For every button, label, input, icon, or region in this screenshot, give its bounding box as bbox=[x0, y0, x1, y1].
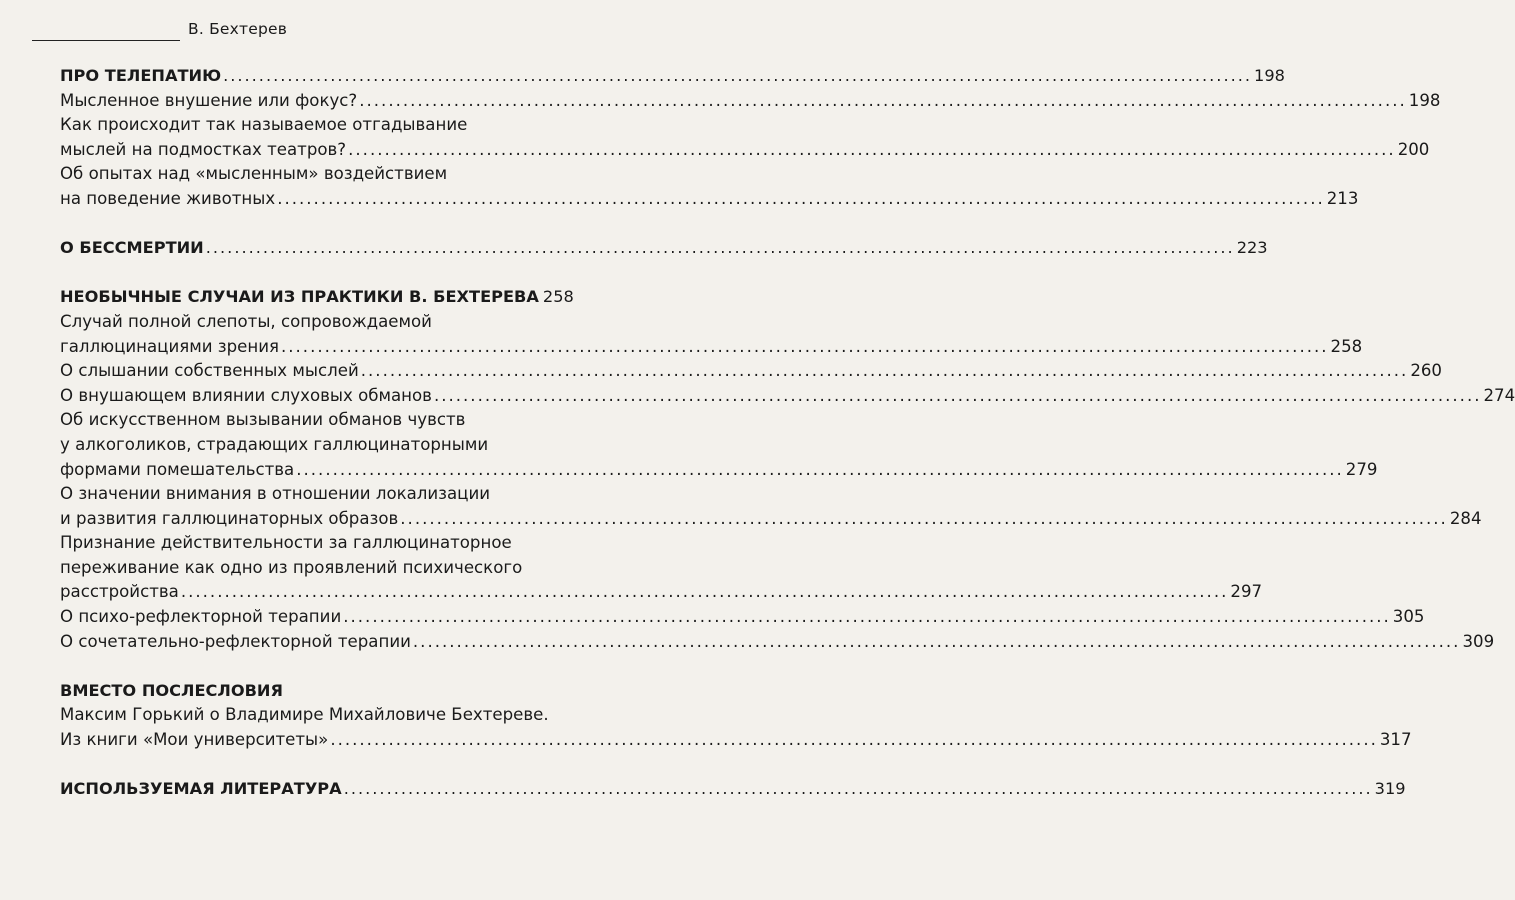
entry-title-text: у алкоголиков, страдающих галлюцинаторными bbox=[60, 434, 489, 454]
entry-title-text: на поведение животных bbox=[60, 188, 276, 208]
dot-leader bbox=[359, 89, 1407, 114]
dot-leader bbox=[344, 777, 1373, 802]
toc-entry[interactable] bbox=[60, 482, 1482, 531]
toc-entry[interactable] bbox=[60, 384, 1515, 409]
dot-leader bbox=[361, 359, 1409, 384]
page-number: 309 bbox=[1462, 631, 1495, 651]
entry-title-text: Из книги «Мои университеты» bbox=[60, 730, 329, 750]
section-spacer bbox=[60, 753, 540, 778]
toc-entry-line bbox=[60, 507, 1482, 532]
entry-title-text: мыслей на подмостках театров? bbox=[60, 139, 347, 159]
toc-entry[interactable] bbox=[60, 605, 1425, 630]
toc-entry-line bbox=[60, 482, 540, 507]
toc-section-heading[interactable] bbox=[60, 236, 1268, 261]
entry-title-text: О значении внимания в отношении локализации bbox=[60, 484, 491, 504]
toc-section-heading[interactable] bbox=[60, 64, 1285, 89]
entry-title-text: О слышании собственных мыслей bbox=[60, 361, 359, 381]
section-title: ВМЕСТО ПОСЛЕСЛОВИЯ bbox=[60, 680, 283, 700]
section-title: ИСПОЛЬЗУЕМАЯ ЛИТЕРАТУРА bbox=[60, 779, 342, 799]
page-number: 279 bbox=[1345, 459, 1378, 479]
toc-entry[interactable] bbox=[60, 310, 1363, 359]
running-header-author: В. Бехтерев bbox=[188, 20, 288, 38]
section-spacer bbox=[60, 654, 540, 679]
toc-entry-line bbox=[60, 580, 1263, 605]
dot-leader bbox=[348, 138, 1396, 163]
toc-entry-line bbox=[60, 728, 1412, 753]
page-number: 317 bbox=[1379, 730, 1412, 750]
page-number: 200 bbox=[1397, 139, 1430, 159]
page-number: 198 bbox=[1254, 66, 1285, 85]
page-number: 260 bbox=[1410, 361, 1442, 381]
toc-section-heading[interactable] bbox=[60, 679, 540, 704]
toc-entry-line bbox=[60, 113, 540, 138]
dot-leader bbox=[181, 580, 1229, 605]
toc-entry[interactable] bbox=[60, 531, 1263, 605]
table-of-contents bbox=[60, 64, 1515, 802]
entry-title-text: Как происходит так называемое отгадывание bbox=[60, 115, 468, 135]
toc-entry-line bbox=[60, 187, 1359, 212]
toc-entry-line bbox=[60, 605, 1425, 630]
entry-title-text: галлюцинациями зрения bbox=[60, 336, 279, 356]
toc-entry-line bbox=[60, 433, 540, 458]
entry-title-text: Об искусственном вызывании обманов чувств bbox=[60, 410, 466, 430]
section-spacer bbox=[60, 261, 540, 286]
entry-title-text: Максим Горький о Владимире Михайловиче Бехтереве. bbox=[60, 705, 549, 725]
dot-leader bbox=[413, 630, 1461, 655]
page-number: 297 bbox=[1230, 582, 1263, 602]
section-title: ПРО ТЕЛЕПАТИЮ bbox=[60, 66, 222, 85]
entry-title-text: переживание как одно из проявлений психического bbox=[60, 557, 523, 577]
header-rule bbox=[32, 40, 180, 41]
toc-entry-line bbox=[60, 310, 540, 335]
toc-entry[interactable] bbox=[60, 630, 1495, 655]
toc-entry[interactable] bbox=[60, 408, 1378, 482]
toc-entry-line bbox=[60, 138, 1430, 163]
page-number: 223 bbox=[1236, 238, 1268, 258]
entry-title-text: Случай полной слепоты, сопровождаемой bbox=[60, 311, 432, 331]
entry-title-text: Об опытах над «мысленным» воздействием bbox=[60, 164, 448, 184]
dot-leader bbox=[206, 236, 1235, 261]
toc-entry-line bbox=[60, 408, 540, 433]
page-number: 284 bbox=[1449, 508, 1482, 528]
entry-title-text: О сочетательно-рефлекторной терапии bbox=[60, 631, 411, 651]
entry-title-text: Мысленное внушение или фокус? bbox=[60, 90, 358, 110]
entry-title-text: Признание действительности за галлюцинаторное bbox=[60, 533, 512, 553]
toc-entry-line bbox=[60, 335, 1363, 360]
section-title: О БЕССМЕРТИИ bbox=[60, 238, 204, 258]
toc-entry[interactable] bbox=[60, 703, 1412, 752]
entry-title-text: расстройства bbox=[60, 582, 179, 602]
toc-entry[interactable] bbox=[60, 359, 1442, 384]
dot-leader bbox=[343, 605, 1391, 630]
toc-entry-line bbox=[60, 630, 1495, 655]
page-number: 274 bbox=[1483, 385, 1515, 405]
toc-entry-line bbox=[60, 458, 1378, 483]
toc-entry[interactable] bbox=[60, 89, 1441, 114]
toc-entry[interactable] bbox=[60, 162, 1359, 211]
toc-section-heading[interactable] bbox=[60, 777, 1406, 802]
toc-entry-line bbox=[60, 89, 1441, 114]
entry-title-text: и развития галлюцинаторных образов bbox=[60, 508, 399, 528]
dot-leader bbox=[277, 187, 1325, 212]
toc-entry-line bbox=[60, 703, 549, 728]
section-spacer bbox=[60, 212, 540, 237]
page-number: 213 bbox=[1326, 188, 1359, 208]
toc-entry-line bbox=[60, 556, 540, 581]
page-number: 198 bbox=[1408, 90, 1441, 110]
toc-entry-line bbox=[60, 384, 1515, 409]
dot-leader bbox=[223, 64, 1252, 89]
dot-leader bbox=[400, 507, 1448, 532]
entry-title-text: формами помешательства bbox=[60, 459, 295, 479]
dot-leader bbox=[296, 458, 1344, 483]
toc-section-heading[interactable] bbox=[60, 285, 574, 310]
page-number: 305 bbox=[1392, 607, 1425, 627]
section-title: НЕОБЫЧНЫЕ СЛУЧАИ ИЗ ПРАКТИКИ В. БЕХТЕРЕВА bbox=[60, 287, 539, 307]
dot-leader bbox=[330, 728, 1378, 753]
page-number: 319 bbox=[1374, 779, 1406, 799]
page-number: 258 bbox=[1330, 336, 1363, 356]
entry-title-text: О психо-рефлекторной терапии bbox=[60, 607, 342, 627]
dot-leader bbox=[434, 384, 1482, 409]
entry-title-text: О внушающем влиянии слуховых обманов bbox=[60, 385, 432, 405]
toc-entry[interactable] bbox=[60, 113, 1430, 162]
toc-entry-line bbox=[60, 531, 540, 556]
page-number: 258 bbox=[542, 287, 574, 307]
dot-leader bbox=[281, 335, 1329, 360]
toc-entry-line bbox=[60, 359, 1442, 384]
toc-entry-line bbox=[60, 162, 540, 187]
